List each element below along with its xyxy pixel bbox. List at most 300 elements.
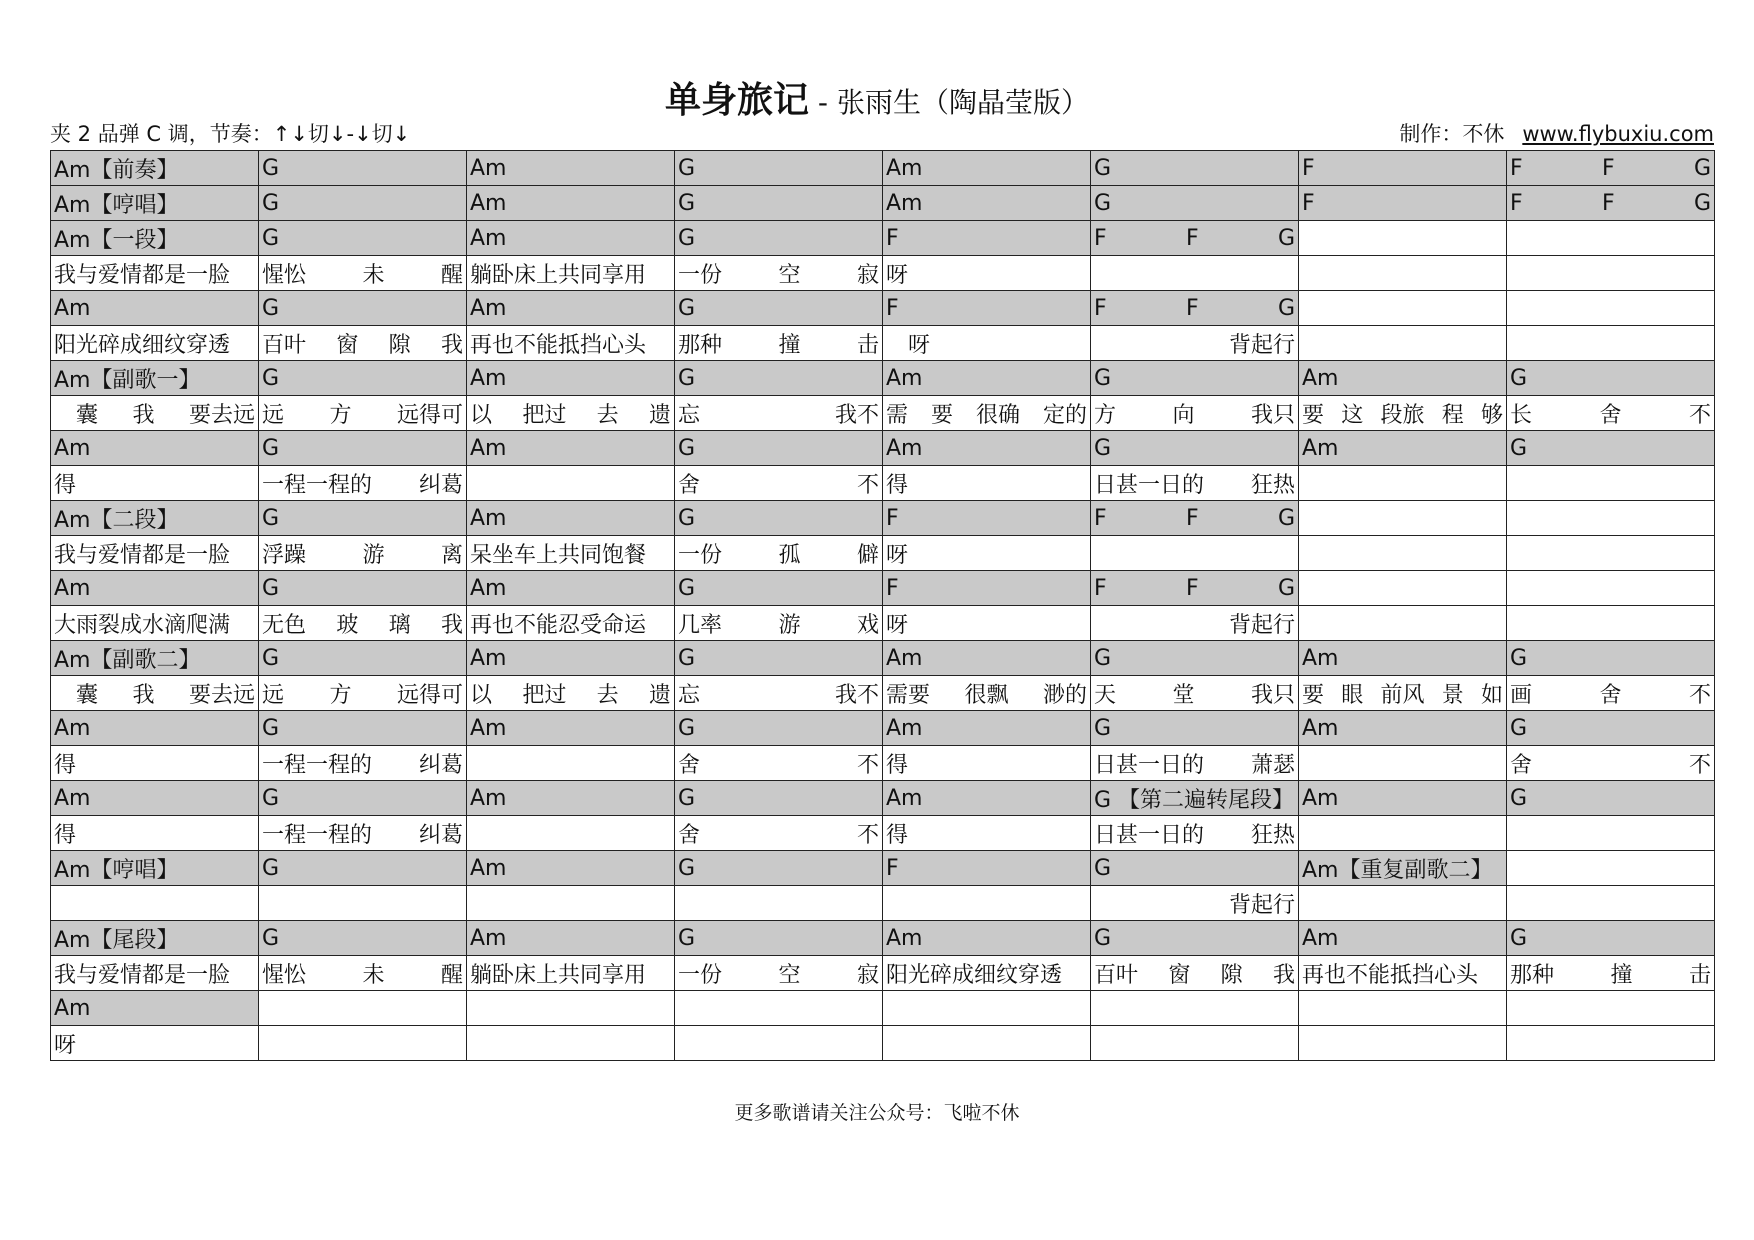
lyric-cell — [675, 886, 883, 921]
chord-cell — [51, 186, 259, 221]
lyric-text: 那种 — [678, 332, 723, 358]
chord-cell — [1299, 501, 1507, 536]
chord-symbol: G — [1094, 925, 1112, 951]
chord-cell — [467, 991, 675, 1026]
lyric-cell — [1507, 256, 1715, 291]
chord-symbol: Am — [886, 435, 923, 461]
chord-symbol: G — [678, 365, 696, 391]
lyric-text: 我 — [132, 682, 155, 708]
lyric-text: 再也不能抵挡心头 — [1302, 962, 1479, 988]
lyric-text: 撞 — [778, 332, 801, 358]
lyric-text: 醒 — [440, 962, 463, 988]
chord-symbol: Am — [1302, 435, 1339, 461]
lyric-cell — [1507, 466, 1715, 501]
lyric-text: 要 — [1302, 402, 1325, 428]
chord-symbol: G — [678, 155, 696, 181]
lyric-text: 璃 — [388, 612, 411, 638]
chord-row — [51, 186, 1715, 221]
lyric-cell — [259, 396, 467, 431]
lyric-text: 百叶 — [1094, 962, 1139, 988]
lyric-text: 不 — [1688, 402, 1711, 428]
lyric-cell — [1091, 676, 1299, 711]
chord-symbol: G — [1094, 435, 1112, 461]
chord-cell — [467, 921, 675, 956]
lyric-text: 很确 — [975, 402, 1020, 428]
chord-symbol: Am — [54, 995, 91, 1021]
lyric-text: 一份 — [678, 962, 723, 988]
chord-symbol: F — [886, 295, 899, 321]
made-by: 制作：不休 — [1399, 122, 1505, 146]
lyric-text: 游 — [778, 612, 801, 638]
chord-symbol: Am — [470, 225, 507, 251]
lyric-cell — [1091, 1026, 1299, 1061]
chord-cell — [1507, 571, 1715, 606]
lyric-cell — [675, 536, 883, 571]
lyric-cell — [467, 816, 675, 851]
chord-cell — [675, 151, 883, 186]
chord-symbol: G — [678, 925, 696, 951]
lyric-text: 得 — [54, 822, 77, 848]
lyric-text: 击 — [1688, 962, 1711, 988]
lyric-cell — [675, 816, 883, 851]
lyric-cell — [51, 326, 259, 361]
lyric-cell — [1299, 886, 1507, 921]
lyric-text: 要 — [1302, 682, 1325, 708]
lyric-row — [51, 326, 1715, 361]
lyric-cell — [467, 1026, 675, 1061]
lyric-text: 我不 — [834, 682, 879, 708]
lyric-cell — [883, 536, 1091, 571]
lyric-cell — [675, 746, 883, 781]
lyric-text: 日甚一日的 — [1094, 752, 1205, 778]
chord-symbol: Am — [54, 435, 91, 461]
chord-symbol: Am【副歌二】 — [54, 647, 201, 673]
version-label: （陶晶莹版） — [920, 86, 1089, 119]
chord-row — [51, 921, 1715, 956]
chord-cell — [1091, 431, 1299, 466]
lyric-text: 得 — [54, 472, 77, 498]
chord-symbol: G — [678, 645, 696, 671]
lyric-cell — [1507, 536, 1715, 571]
chord-cell — [1299, 641, 1507, 676]
chord-sheet-table — [50, 150, 1715, 1061]
lyric-text: 我 — [1272, 962, 1295, 988]
chord-cell — [1299, 361, 1507, 396]
chord-symbol: Am【哼唱】 — [54, 857, 179, 883]
chord-row — [51, 711, 1715, 746]
lyric-text: 日甚一日的 — [1094, 472, 1205, 498]
chord-cell — [883, 711, 1091, 746]
chord-symbol: G — [678, 295, 696, 321]
chord-cell — [259, 221, 467, 256]
chord-row — [51, 781, 1715, 816]
lyric-cell — [1299, 326, 1507, 361]
lyric-cell — [51, 676, 259, 711]
chord-symbol: F — [1094, 575, 1107, 601]
chord-symbol: F — [1601, 190, 1615, 216]
lyric-text: 躺卧床上共同享用 — [470, 262, 647, 288]
lyric-row — [51, 746, 1715, 781]
song-title: 单身旅记 — [665, 80, 810, 121]
lyric-cell — [259, 326, 467, 361]
chord-cell — [1507, 781, 1715, 816]
lyric-cell — [51, 256, 259, 291]
lyric-text: 遗 — [648, 402, 671, 428]
chord-cell — [467, 291, 675, 326]
lyric-cell — [883, 1026, 1091, 1061]
lyric-text: 纠葛 — [418, 752, 463, 778]
lyric-cell — [259, 1026, 467, 1061]
chord-symbol: Am — [886, 155, 923, 181]
chord-symbol: Am — [886, 715, 923, 741]
chord-cell — [675, 921, 883, 956]
lyric-text: 远得可 — [396, 682, 463, 708]
chord-symbol: F — [1185, 505, 1199, 531]
lyric-text: 戏 — [856, 612, 879, 638]
lyric-text: 背起行 — [1228, 612, 1295, 638]
lyric-cell — [883, 956, 1091, 991]
chord-cell — [883, 431, 1091, 466]
chord-symbol: G — [1510, 785, 1528, 811]
chord-cell — [1299, 571, 1507, 606]
lyric-text: 寂 — [856, 262, 879, 288]
lyric-text: 狂热 — [1250, 822, 1295, 848]
chord-symbol: Am — [886, 785, 923, 811]
lyric-text: 纠葛 — [418, 822, 463, 848]
lyric-cell — [1507, 1026, 1715, 1061]
chord-symbol: F — [1302, 190, 1315, 216]
lyric-text: 再也不能抵挡心头 — [470, 332, 647, 358]
lyric-text: 这 — [1341, 402, 1364, 428]
lyric-cell — [1091, 956, 1299, 991]
chord-symbol: G — [1094, 715, 1112, 741]
lyric-text: 眼 — [1341, 682, 1364, 708]
chord-cell — [51, 221, 259, 256]
chord-cell — [1507, 711, 1715, 746]
lyric-text: 隙 — [1220, 962, 1243, 988]
lyric-text: 囊 — [54, 682, 99, 708]
lyric-text: 无色 — [262, 612, 307, 638]
chord-symbol: Am【哼唱】 — [54, 192, 179, 218]
chord-symbol: G — [1277, 575, 1295, 601]
chord-symbol: G — [1277, 505, 1295, 531]
chord-row — [51, 851, 1715, 886]
lyric-text: 几率 — [678, 612, 723, 638]
chord-cell — [1299, 991, 1507, 1026]
chord-symbol: G — [1277, 295, 1295, 321]
lyric-text: 程 — [1441, 402, 1464, 428]
lyric-cell — [1299, 256, 1507, 291]
chord-cell — [883, 221, 1091, 256]
lyric-cell — [259, 746, 467, 781]
lyric-cell — [467, 396, 675, 431]
chord-symbol: Am — [470, 855, 507, 881]
chord-symbol: G — [262, 855, 280, 881]
lyric-cell — [1091, 466, 1299, 501]
lyric-text: 把过 — [522, 402, 567, 428]
chord-cell — [51, 361, 259, 396]
chord-cell — [883, 361, 1091, 396]
chord-symbol: F — [1510, 190, 1523, 216]
chord-cell — [1507, 991, 1715, 1026]
chord-cell — [467, 851, 675, 886]
lyric-cell — [675, 606, 883, 641]
lyric-cell — [259, 466, 467, 501]
chord-symbol: F — [1094, 505, 1107, 531]
chord-row — [51, 501, 1715, 536]
chord-cell — [259, 991, 467, 1026]
chord-cell — [675, 571, 883, 606]
lyric-text: 离 — [440, 542, 463, 568]
lyric-cell — [1091, 746, 1299, 781]
lyric-text: 惺忪 — [262, 962, 307, 988]
lyric-cell — [259, 536, 467, 571]
chord-row — [51, 641, 1715, 676]
chord-cell — [259, 711, 467, 746]
lyric-text: 躺卧床上共同享用 — [470, 962, 647, 988]
lyric-cell — [1507, 956, 1715, 991]
chord-symbol: G — [262, 575, 280, 601]
chord-symbol: F — [886, 225, 899, 251]
chord-row — [51, 361, 1715, 396]
lyric-cell — [467, 676, 675, 711]
chord-cell — [1091, 571, 1299, 606]
chord-cell — [259, 781, 467, 816]
lyric-cell — [883, 746, 1091, 781]
lyric-text: 那种 — [1510, 962, 1555, 988]
chord-cell — [51, 291, 259, 326]
lyric-row — [51, 536, 1715, 571]
chord-row — [51, 291, 1715, 326]
lyric-text: 我与爱情都是一脸 — [54, 542, 231, 568]
credit-line — [1399, 118, 1714, 148]
chord-cell — [675, 501, 883, 536]
chord-cell — [675, 851, 883, 886]
chord-symbol: G — [678, 190, 696, 216]
chord-cell — [51, 711, 259, 746]
title-separator: - — [809, 86, 837, 119]
chord-symbol: G — [262, 155, 280, 181]
chord-symbol: Am — [1302, 925, 1339, 951]
lyric-cell — [1091, 326, 1299, 361]
lyric-text: 忘 — [678, 402, 701, 428]
chord-cell — [467, 221, 675, 256]
lyric-text: 一程一程的 — [262, 822, 373, 848]
chord-symbol: F — [1094, 225, 1107, 251]
lyric-row — [51, 956, 1715, 991]
lyric-text: 玻 — [336, 612, 359, 638]
lyric-cell — [1299, 536, 1507, 571]
lyric-text: 远 — [262, 682, 285, 708]
chord-cell — [1299, 781, 1507, 816]
lyric-text: 方 — [1094, 402, 1117, 428]
chord-row — [51, 221, 1715, 256]
lyric-text: 要去远 — [188, 402, 255, 428]
chord-symbol: Am — [1302, 785, 1339, 811]
lyric-cell — [467, 536, 675, 571]
chord-symbol: Am — [54, 715, 91, 741]
lyric-text: 不 — [1688, 682, 1711, 708]
chord-cell — [467, 186, 675, 221]
lyric-text: 堂 — [1172, 682, 1195, 708]
chord-cell — [1091, 991, 1299, 1026]
chord-symbol: F — [1302, 155, 1315, 181]
lyric-row — [51, 256, 1715, 291]
chord-symbol: G — [678, 505, 696, 531]
lyric-cell — [1091, 816, 1299, 851]
lyric-cell — [1507, 326, 1715, 361]
chord-cell — [1507, 641, 1715, 676]
chord-symbol: Am【尾段】 — [54, 927, 179, 953]
chord-symbol: G — [262, 435, 280, 461]
lyric-text: 很飘 — [964, 682, 1009, 708]
lyric-cell — [1299, 956, 1507, 991]
chord-symbol: Am — [470, 505, 507, 531]
lyric-text: 阳光碎成细纹穿透 — [54, 332, 231, 358]
chord-cell — [259, 641, 467, 676]
chord-cell — [675, 431, 883, 466]
lyric-text: 僻 — [856, 542, 879, 568]
lyric-text: 呀 — [886, 542, 909, 568]
chord-cell — [1507, 151, 1715, 186]
footer-note: 更多歌谱请关注公众号：飞啦不休 — [734, 1102, 1020, 1124]
lyric-text: 长 — [1510, 402, 1533, 428]
lyric-cell — [259, 816, 467, 851]
chord-symbol: Am — [470, 365, 507, 391]
website-link[interactable]: www.flybuxiu.com — [1522, 122, 1714, 146]
chord-cell — [883, 291, 1091, 326]
lyric-cell — [883, 606, 1091, 641]
chord-symbol: Am — [1302, 645, 1339, 671]
lyric-row — [51, 396, 1715, 431]
lyric-text: 日甚一日的 — [1094, 822, 1205, 848]
lyric-text: 大雨裂成水滴爬满 — [54, 612, 231, 638]
chord-cell — [1299, 151, 1507, 186]
chord-cell — [883, 186, 1091, 221]
chord-symbol: G — [1277, 225, 1295, 251]
chord-cell — [1091, 851, 1299, 886]
chord-cell — [883, 571, 1091, 606]
lyric-text: 舍 — [1599, 682, 1622, 708]
chord-symbol: Am — [1302, 365, 1339, 391]
chord-cell — [1507, 851, 1715, 886]
lyric-text: 窗 — [336, 332, 359, 358]
chord-symbol: Am — [54, 575, 91, 601]
lyric-text: 我不 — [834, 402, 879, 428]
chord-symbol: Am — [470, 155, 507, 181]
chord-cell — [883, 851, 1091, 886]
chord-cell — [259, 851, 467, 886]
chord-cell — [883, 501, 1091, 536]
chord-cell — [1507, 501, 1715, 536]
chord-cell — [1507, 221, 1715, 256]
lyric-cell — [467, 466, 675, 501]
lyric-text: 以 — [470, 682, 493, 708]
lyric-cell — [467, 956, 675, 991]
chord-row — [51, 151, 1715, 186]
lyric-text: 不 — [856, 822, 879, 848]
chord-cell — [675, 186, 883, 221]
chord-symbol: Am【二段】 — [54, 507, 179, 533]
lyric-text: 得 — [886, 822, 909, 848]
chord-cell — [675, 291, 883, 326]
chord-symbol: F — [1185, 295, 1199, 321]
chord-cell — [1091, 221, 1299, 256]
lyric-text: 不 — [1688, 752, 1711, 778]
chord-cell — [467, 501, 675, 536]
chord-symbol: G — [1510, 715, 1528, 741]
lyric-cell — [51, 1026, 259, 1061]
lyric-cell — [1091, 606, 1299, 641]
chord-symbol: Am — [470, 435, 507, 461]
lyric-cell — [1507, 606, 1715, 641]
lyric-text: 舍 — [678, 822, 701, 848]
lyric-text: 舍 — [678, 752, 701, 778]
lyric-text: 背起行 — [1228, 892, 1295, 918]
lyric-cell — [467, 256, 675, 291]
lyric-cell — [1091, 886, 1299, 921]
chord-cell — [1091, 501, 1299, 536]
lyric-cell — [883, 816, 1091, 851]
lyric-row — [51, 676, 1715, 711]
lyric-text: 窗 — [1168, 962, 1191, 988]
chord-symbol: Am — [470, 925, 507, 951]
chord-symbol: F — [886, 575, 899, 601]
lyric-cell — [675, 1026, 883, 1061]
chord-row — [51, 991, 1715, 1026]
lyric-text: 够 — [1480, 402, 1503, 428]
chord-symbol: G — [678, 785, 696, 811]
lyric-text: 我只 — [1250, 682, 1295, 708]
lyric-cell — [259, 676, 467, 711]
lyric-text: 我与爱情都是一脸 — [54, 962, 231, 988]
chord-cell — [883, 151, 1091, 186]
chord-symbol: G 【第二遍转尾段】 — [1094, 787, 1295, 813]
lyric-cell — [51, 886, 259, 921]
lyric-row — [51, 606, 1715, 641]
chord-cell — [467, 361, 675, 396]
chord-cell — [883, 781, 1091, 816]
lyric-text: 呀 — [886, 612, 909, 638]
lyric-text: 萧瑟 — [1250, 752, 1295, 778]
lyric-text: 一份 — [678, 262, 723, 288]
chord-symbol: F — [1185, 575, 1199, 601]
lyric-text: 空 — [778, 262, 801, 288]
chord-symbol: G — [1094, 155, 1112, 181]
chord-symbol: F — [1185, 225, 1199, 251]
chord-cell — [883, 991, 1091, 1026]
chord-symbol: G — [1693, 155, 1711, 181]
lyric-text: 前风 — [1380, 682, 1425, 708]
lyric-text: 囊 — [54, 402, 99, 428]
lyric-cell — [467, 326, 675, 361]
chord-symbol: G — [262, 295, 280, 321]
chord-symbol: G — [262, 925, 280, 951]
lyric-text: 狂热 — [1250, 472, 1295, 498]
lyric-cell — [675, 466, 883, 501]
chord-cell — [51, 151, 259, 186]
chord-cell — [259, 291, 467, 326]
lyric-cell — [883, 326, 1091, 361]
chord-symbol: Am【重复副歌二】 — [1302, 857, 1493, 883]
lyric-text: 撞 — [1610, 962, 1633, 988]
chord-symbol: G — [262, 645, 280, 671]
lyric-cell — [1507, 746, 1715, 781]
lyric-cell — [467, 606, 675, 641]
lyric-text: 去 — [596, 402, 619, 428]
lyric-text: 纠葛 — [418, 472, 463, 498]
lyric-cell — [51, 466, 259, 501]
